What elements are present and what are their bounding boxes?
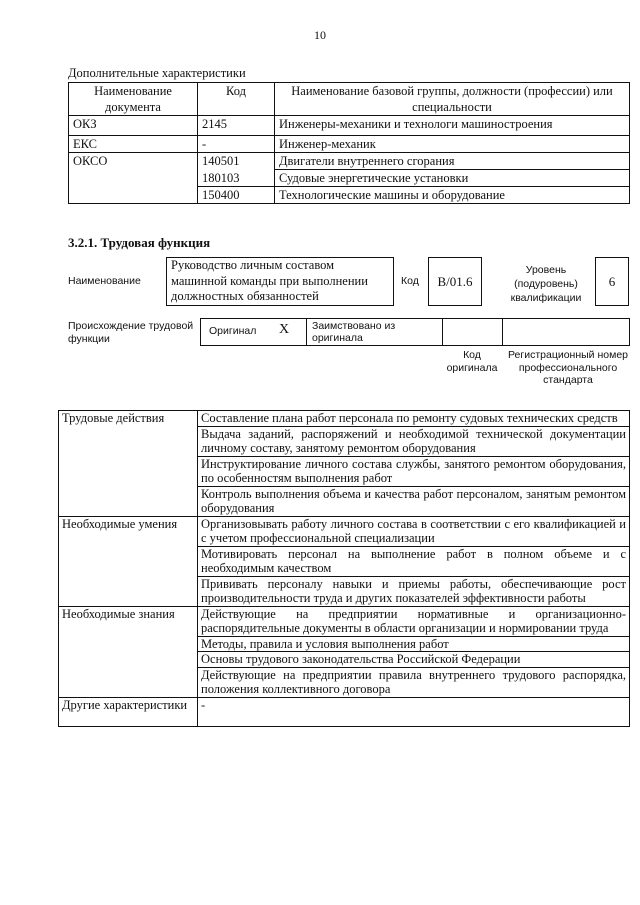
code-cell: - [198, 136, 275, 153]
table-row [69, 153, 630, 170]
row-label: Трудовые действия [59, 411, 198, 517]
table-row [69, 116, 630, 136]
original-label: Оригинал [209, 325, 257, 337]
doc-cell [69, 187, 198, 204]
doc-cell: ЕКС [69, 136, 198, 153]
origin-divider [502, 318, 503, 345]
row-label: Другие характеристики [59, 697, 198, 726]
code-cell: 2145 [198, 116, 275, 136]
name-label: Наименование [68, 275, 141, 287]
column-header: Наименование документа [69, 83, 198, 116]
detail-cell: Основы трудового законодательства Российской Федерации [198, 652, 630, 668]
code-cell: 180103 [198, 170, 275, 187]
doc-cell [69, 170, 198, 187]
column-header: Код [198, 83, 275, 116]
additional-characteristics-title: Дополнительные характеристики [68, 66, 246, 80]
detail-cell: Контроль выполнения объема и качества работ персоналом, занятым ремонтом оборудования [198, 486, 630, 516]
detail-cell: Мотивировать персонал на выполнение работ в полном объеме и с необходимым качеством [198, 546, 630, 576]
detail-cell: Действующие на предприятии нормативные и организационно-распорядительные документы в области организации и нормировании труда [198, 606, 630, 636]
level-field: 6 [595, 257, 629, 306]
labor-function-details-table [58, 410, 630, 727]
name-cell: Двигатели внутреннего сгорания [275, 153, 630, 170]
table-row [59, 516, 630, 546]
detail-cell: Прививать персоналу навыки и приемы работы, обеспечивающие рост производительности труда и других показателей эффективности работы [198, 576, 630, 606]
doc-cell: ОКСО [69, 153, 198, 170]
code-cell: 140501 [198, 153, 275, 170]
origin-divider [306, 318, 307, 345]
additional-characteristics-table [68, 82, 630, 204]
table-row [69, 136, 630, 153]
name-cell: Инженеры-механики и технологи машиностроения [275, 116, 630, 136]
origin-divider [442, 318, 443, 345]
detail-cell: Инструктирование личного состава службы, занятого ремонтом оборудования, по особенностям выполнения работ [198, 456, 630, 486]
detail-cell: Выдача заданий, распоряжений и необходимой технической документации личному составу, занятому ремонтом оборудования [198, 426, 630, 456]
level-label: Уровень (подуровень) квалификации [510, 264, 582, 304]
name-cell: Инженер-механик [275, 136, 630, 153]
code-cell: 150400 [198, 187, 275, 204]
table-row [69, 170, 630, 187]
table-row [59, 606, 630, 636]
detail-cell: Методы, правила и условия выполнения работ [198, 636, 630, 652]
table-header-row [69, 83, 630, 116]
section-title: 3.2.1. Трудовая функция [68, 235, 211, 250]
registration-number-caption: Регистрационный номер профессионального стандарта [508, 349, 628, 386]
table-row [59, 697, 630, 726]
page-number: 10 [314, 28, 326, 42]
code-original-caption: Код оригинала [446, 349, 498, 374]
doc-cell: ОКЗ [69, 116, 198, 136]
detail-cell: Организовывать работу личного состава в соответствии с его квалификацией и с учетом профессиональной специализации [198, 516, 630, 546]
name-cell: Технологические машины и оборудование [275, 187, 630, 204]
detail-cell: Действующие на предприятии правила внутреннего трудового распорядка, положения коллективного договора [198, 667, 630, 697]
table-row [59, 411, 630, 427]
name-cell: Судовые энергетические установки [275, 170, 630, 187]
origin-label: Происхождение трудовой функции [68, 320, 194, 345]
function-code-field: В/01.6 [428, 257, 482, 306]
detail-cell: - [198, 697, 630, 726]
borrowed-label: Заимствовано из оригинала [312, 320, 396, 344]
row-label: Необходимые знания [59, 606, 198, 697]
original-mark: X [279, 322, 290, 337]
code-label: Код [401, 275, 419, 287]
table-row [69, 187, 630, 204]
column-header: Наименование базовой группы, должности (профессии) или специальности [275, 83, 630, 116]
function-name-field: Руководство личным составом машинной команды при выполнении должностных обязанностей [166, 257, 394, 306]
detail-cell: Составление плана работ персонала по ремонту судовых технических средств [198, 411, 630, 427]
row-label: Необходимые умения [59, 516, 198, 606]
